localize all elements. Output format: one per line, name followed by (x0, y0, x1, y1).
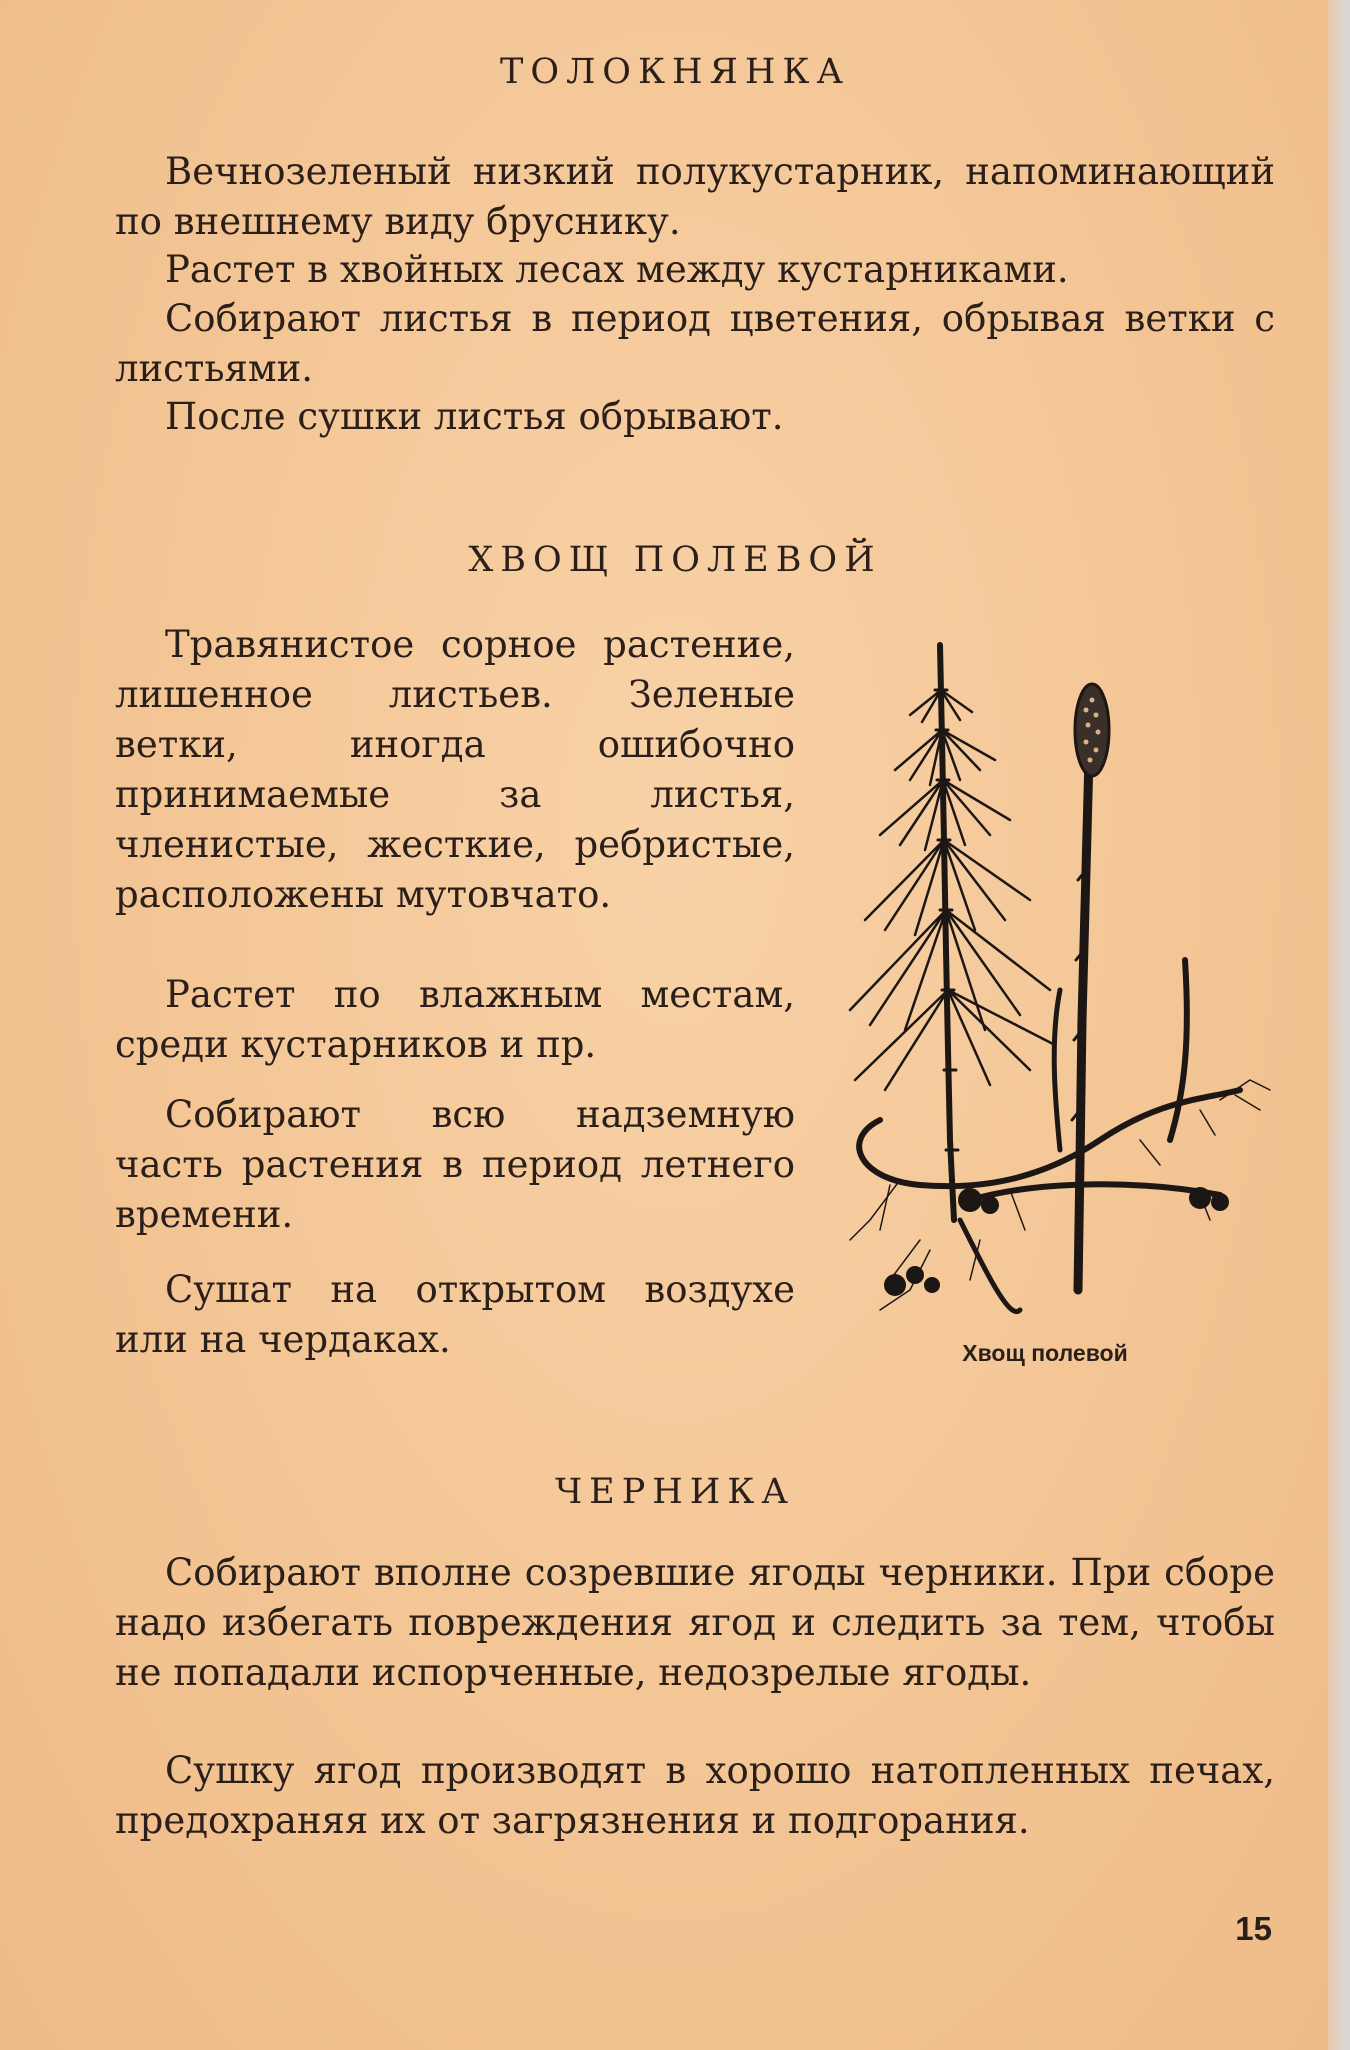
page-edge (1328, 0, 1350, 2050)
figure-caption: Хвощ полевой (962, 1340, 1128, 1366)
paragraph: Собирают вполне созревшие ягоды черники. При сборе надо избегать повреждения ягод и следить за тем, чтобы не попадали испорченные, недозрелые ягоды. (115, 1551, 1275, 1694)
paragraph: Сушат на открытом воздухе или на чердаках. (115, 1268, 795, 1361)
paragraph: После сушки листья обрывают. (165, 395, 784, 438)
paragraph: Вечнозеленый низкий полукустарник, напоминающий по внешнему виду бруснику. (115, 150, 1275, 243)
section-title-chernika: ЧЕРНИКА (555, 1472, 795, 1512)
horsetail-illustration (840, 620, 1280, 1340)
paragraph: Травянистое сорное растение, лишенное листьев. Зеленые ветки, иногда ошибочно принимаемые за листья, членистые, жесткие, ребристые, расположены мутовчато. (115, 623, 795, 916)
paragraph: Растет в хвойных лесах между кустарниками. (165, 248, 1069, 291)
paragraph: Сушку ягод производят в хорошо натопленных печах, предохраняя их от загрязнения и подгорания. (115, 1749, 1275, 1842)
section-title-tolokniyanka: ТОЛОКНЯНКА (500, 52, 850, 92)
paragraph: Растет по влажным местам, среди кустарников и пр. (115, 973, 795, 1066)
section-title-khvoshch: ХВОЩ ПОЛЕВОЙ (468, 540, 882, 580)
page-number: 15 (1235, 1910, 1272, 1947)
paragraph: Собирают всю надземную часть растения в период летнего времени. (115, 1093, 795, 1236)
paragraph: Собирают листья в период цветения, обрывая ветки с листьями. (115, 297, 1275, 390)
